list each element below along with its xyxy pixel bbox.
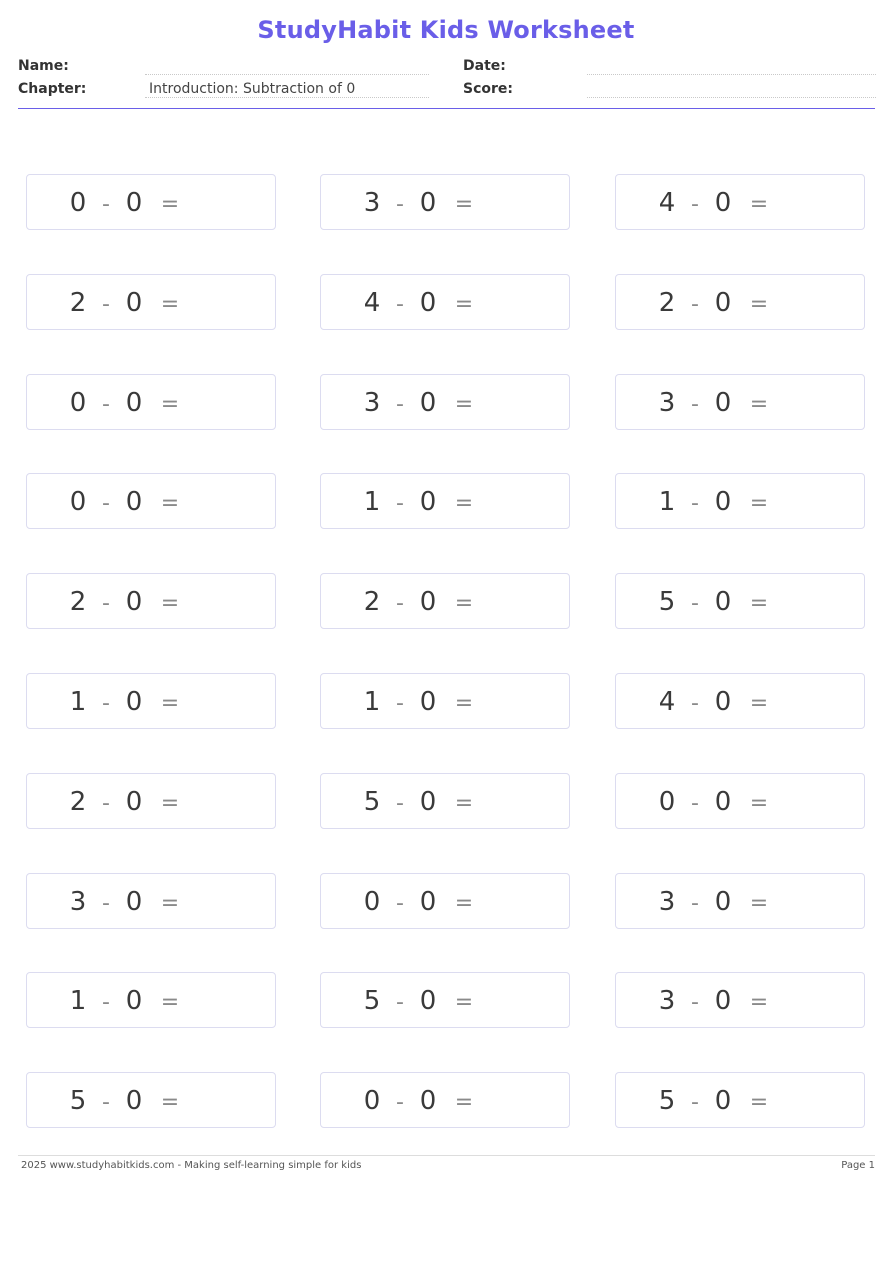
minuend: 1 <box>658 487 676 517</box>
minuend: 5 <box>658 1086 676 1116</box>
problem-equation <box>67 574 195 630</box>
minus-sign: - <box>102 990 110 1015</box>
subtrahend: 0 <box>125 587 143 617</box>
date-label: Date: <box>463 58 506 74</box>
minus-sign: - <box>102 491 110 516</box>
problem-card[interactable] <box>320 773 570 829</box>
problem-equation <box>656 574 784 630</box>
subtrahend: 0 <box>419 487 437 517</box>
problem-card[interactable] <box>615 773 865 829</box>
minus-sign: - <box>102 392 110 417</box>
minuend: 5 <box>363 787 381 817</box>
problem-card[interactable] <box>26 873 276 929</box>
subtrahend: 0 <box>419 986 437 1016</box>
equals-sign: = <box>454 491 474 516</box>
problem-equation <box>67 874 195 930</box>
equals-sign: = <box>749 491 769 516</box>
minus-sign: - <box>396 192 404 217</box>
minus-sign: - <box>691 491 699 516</box>
equals-sign: = <box>160 591 180 616</box>
subtrahend: 0 <box>125 487 143 517</box>
subtrahend: 0 <box>714 687 732 717</box>
equals-sign: = <box>749 891 769 916</box>
problem-equation <box>361 375 489 431</box>
problem-equation <box>656 674 784 730</box>
problem-equation <box>67 175 195 231</box>
equals-sign: = <box>160 192 180 217</box>
minuend: 2 <box>69 587 87 617</box>
problem-card[interactable] <box>615 274 865 330</box>
minuend: 5 <box>363 986 381 1016</box>
problem-equation <box>361 474 489 530</box>
problem-equation <box>67 674 195 730</box>
minuend: 1 <box>69 687 87 717</box>
equals-sign: = <box>160 990 180 1015</box>
minus-sign: - <box>691 192 699 217</box>
equals-sign: = <box>160 1090 180 1115</box>
minuend: 3 <box>69 887 87 917</box>
equals-sign: = <box>454 591 474 616</box>
minuend: 0 <box>69 388 87 418</box>
subtrahend: 0 <box>419 188 437 218</box>
problem-card[interactable] <box>26 1072 276 1128</box>
subtrahend: 0 <box>714 388 732 418</box>
equals-sign: = <box>160 691 180 716</box>
problem-equation <box>67 375 195 431</box>
minus-sign: - <box>691 791 699 816</box>
problem-card[interactable] <box>615 473 865 529</box>
name-label: Name: <box>18 58 69 74</box>
problem-card[interactable] <box>26 374 276 430</box>
chapter-label: Chapter: <box>18 81 87 97</box>
subtrahend: 0 <box>125 887 143 917</box>
problem-equation <box>656 175 784 231</box>
minus-sign: - <box>396 392 404 417</box>
problem-equation <box>361 874 489 930</box>
minus-sign: - <box>102 292 110 317</box>
problem-card[interactable] <box>615 174 865 230</box>
minuend: 1 <box>69 986 87 1016</box>
equals-sign: = <box>454 392 474 417</box>
equals-sign: = <box>454 192 474 217</box>
minus-sign: - <box>691 990 699 1015</box>
minus-sign: - <box>102 1090 110 1115</box>
minuend: 1 <box>363 487 381 517</box>
equals-sign: = <box>160 791 180 816</box>
problem-card[interactable] <box>26 274 276 330</box>
minus-sign: - <box>396 791 404 816</box>
minuend: 3 <box>658 388 676 418</box>
problem-card[interactable] <box>26 573 276 629</box>
equals-sign: = <box>454 1090 474 1115</box>
subtrahend: 0 <box>419 288 437 318</box>
subtrahend: 0 <box>125 787 143 817</box>
minus-sign: - <box>691 392 699 417</box>
minuend: 0 <box>363 887 381 917</box>
minuend: 3 <box>658 986 676 1016</box>
subtrahend: 0 <box>419 388 437 418</box>
problem-card[interactable] <box>320 873 570 929</box>
problem-card[interactable] <box>26 174 276 230</box>
minuend: 4 <box>363 288 381 318</box>
problem-card[interactable] <box>615 673 865 729</box>
problem-card[interactable] <box>615 972 865 1028</box>
minus-sign: - <box>396 292 404 317</box>
problem-equation <box>656 275 784 331</box>
minuend: 2 <box>69 787 87 817</box>
problem-card[interactable] <box>615 873 865 929</box>
minus-sign: - <box>691 1090 699 1115</box>
minus-sign: - <box>396 591 404 616</box>
equals-sign: = <box>749 691 769 716</box>
subtrahend: 0 <box>419 1086 437 1116</box>
problem-card[interactable] <box>615 374 865 430</box>
minuend: 4 <box>658 188 676 218</box>
problem-equation <box>656 1073 784 1129</box>
equals-sign: = <box>160 491 180 516</box>
problem-equation <box>361 574 489 630</box>
minus-sign: - <box>102 591 110 616</box>
subtrahend: 0 <box>125 388 143 418</box>
subtrahend: 0 <box>125 188 143 218</box>
minuend: 1 <box>363 687 381 717</box>
minus-sign: - <box>102 791 110 816</box>
problem-card[interactable] <box>26 673 276 729</box>
equals-sign: = <box>454 891 474 916</box>
problem-card[interactable] <box>320 473 570 529</box>
problem-equation <box>656 375 784 431</box>
minuend: 0 <box>363 1086 381 1116</box>
problem-equation <box>656 973 784 1029</box>
problem-card[interactable] <box>26 972 276 1028</box>
subtrahend: 0 <box>419 687 437 717</box>
subtrahend: 0 <box>714 887 732 917</box>
minus-sign: - <box>102 691 110 716</box>
minuend: 4 <box>658 687 676 717</box>
subtrahend: 0 <box>714 587 732 617</box>
minus-sign: - <box>691 292 699 317</box>
subtrahend: 0 <box>125 288 143 318</box>
equals-sign: = <box>749 392 769 417</box>
subtrahend: 0 <box>714 188 732 218</box>
problem-equation <box>67 973 195 1029</box>
problem-card[interactable] <box>320 174 570 230</box>
problem-card[interactable] <box>615 1072 865 1128</box>
minus-sign: - <box>396 891 404 916</box>
minuend: 5 <box>658 587 676 617</box>
minus-sign: - <box>102 192 110 217</box>
minuend: 0 <box>69 487 87 517</box>
score-label: Score: <box>463 81 513 97</box>
equals-sign: = <box>749 990 769 1015</box>
minus-sign: - <box>396 990 404 1015</box>
problem-equation <box>67 774 195 830</box>
problem-equation <box>67 275 195 331</box>
problem-card[interactable] <box>320 573 570 629</box>
problem-equation <box>656 774 784 830</box>
problem-equation <box>656 474 784 530</box>
minuend: 5 <box>69 1086 87 1116</box>
minuend: 0 <box>658 787 676 817</box>
subtrahend: 0 <box>714 787 732 817</box>
subtrahend: 0 <box>714 1086 732 1116</box>
minuend: 3 <box>658 887 676 917</box>
subtrahend: 0 <box>419 887 437 917</box>
minuend: 2 <box>69 288 87 318</box>
equals-sign: = <box>749 192 769 217</box>
minuend: 2 <box>363 587 381 617</box>
chapter-value: Introduction: Subtraction of 0 <box>145 79 429 98</box>
problem-card[interactable] <box>26 473 276 529</box>
subtrahend: 0 <box>714 288 732 318</box>
minus-sign: - <box>102 891 110 916</box>
equals-sign: = <box>160 891 180 916</box>
minus-sign: - <box>691 891 699 916</box>
subtrahend: 0 <box>714 986 732 1016</box>
subtrahend: 0 <box>125 687 143 717</box>
minus-sign: - <box>691 691 699 716</box>
equals-sign: = <box>454 292 474 317</box>
minus-sign: - <box>396 1090 404 1115</box>
footer-divider <box>18 1155 875 1156</box>
problem-card[interactable] <box>320 673 570 729</box>
equals-sign: = <box>749 591 769 616</box>
worksheet-title: StudyHabit Kids Worksheet <box>257 16 635 44</box>
subtrahend: 0 <box>419 787 437 817</box>
problem-card[interactable] <box>320 972 570 1028</box>
problem-card[interactable] <box>615 573 865 629</box>
problem-equation <box>361 275 489 331</box>
problem-equation <box>67 1073 195 1129</box>
equals-sign: = <box>749 292 769 317</box>
subtrahend: 0 <box>125 1086 143 1116</box>
problem-card[interactable] <box>26 773 276 829</box>
problem-card[interactable] <box>320 274 570 330</box>
page-number: Page 1 <box>841 1160 875 1171</box>
equals-sign: = <box>160 392 180 417</box>
footer-text: 2025 www.studyhabitkids.com - Making self-learning simple for kids <box>21 1160 362 1171</box>
problem-equation <box>361 973 489 1029</box>
minuend: 2 <box>658 288 676 318</box>
problem-equation <box>361 774 489 830</box>
equals-sign: = <box>454 791 474 816</box>
equals-sign: = <box>749 1090 769 1115</box>
problem-equation <box>361 175 489 231</box>
problem-card[interactable] <box>320 374 570 430</box>
minus-sign: - <box>396 691 404 716</box>
subtrahend: 0 <box>714 487 732 517</box>
problem-card[interactable] <box>320 1072 570 1128</box>
problem-equation <box>67 474 195 530</box>
minus-sign: - <box>691 591 699 616</box>
problem-equation <box>361 674 489 730</box>
problem-equation <box>656 874 784 930</box>
problem-equation <box>361 1073 489 1129</box>
minuend: 3 <box>363 188 381 218</box>
minuend: 3 <box>363 388 381 418</box>
minuend: 0 <box>69 188 87 218</box>
subtrahend: 0 <box>125 986 143 1016</box>
equals-sign: = <box>749 791 769 816</box>
minus-sign: - <box>396 491 404 516</box>
subtrahend: 0 <box>419 587 437 617</box>
equals-sign: = <box>160 292 180 317</box>
equals-sign: = <box>454 691 474 716</box>
equals-sign: = <box>454 990 474 1015</box>
